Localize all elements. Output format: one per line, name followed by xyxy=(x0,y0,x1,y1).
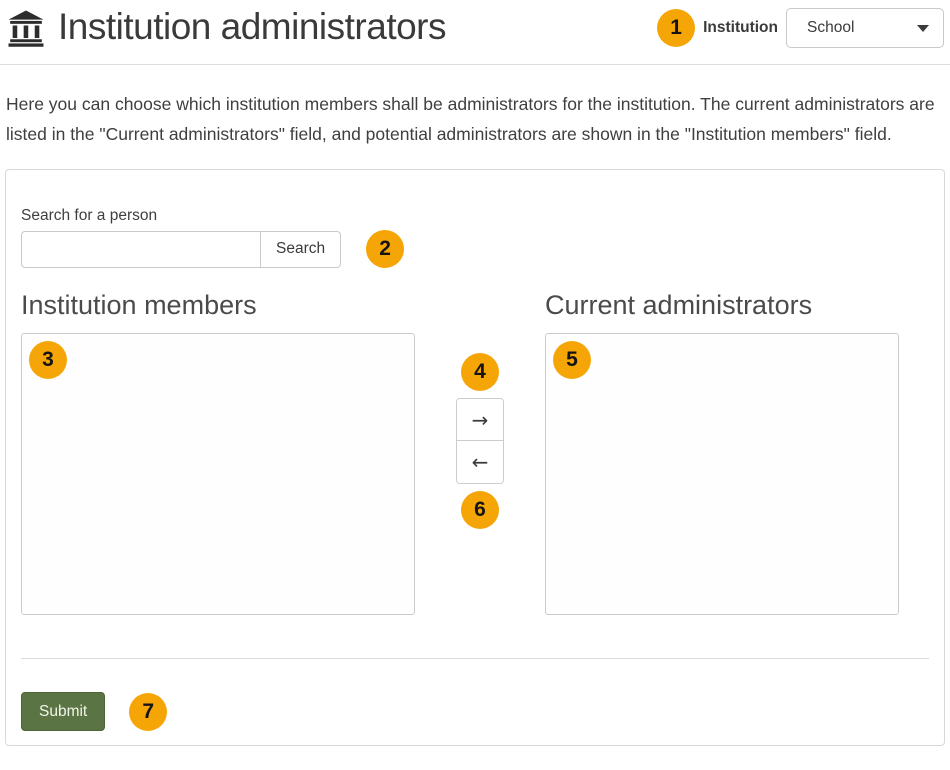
move-left-button[interactable] xyxy=(457,441,503,483)
current-administrators-listbox[interactable] xyxy=(545,333,899,615)
header-divider xyxy=(0,64,950,65)
callout-7: 7 xyxy=(129,693,167,731)
callout-6: 6 xyxy=(461,491,499,529)
intro-text: Here you can choose which institution members shall be administrators for the institution. The current administrators are listed in the "Current administrators" field, and potential administrators are shown in the "Institution members" field. xyxy=(6,94,935,144)
admins-column xyxy=(545,291,899,615)
admins-heading: Current administrators xyxy=(545,290,813,320)
search-input[interactable] xyxy=(21,231,260,268)
page-title: Institution administrators xyxy=(58,6,447,47)
submit-row xyxy=(21,692,929,731)
callout-3: 3 xyxy=(29,341,67,379)
move-right-button[interactable] xyxy=(457,399,503,441)
search-label: Search for a person xyxy=(21,207,158,224)
arrow-left-icon: ← xyxy=(471,450,489,474)
members-heading: Institution members xyxy=(21,290,257,320)
dual-list-columns xyxy=(21,291,929,615)
institution-select-value: School xyxy=(807,19,855,36)
administrators-form-panel xyxy=(5,169,945,746)
callout-1: 1 xyxy=(657,9,695,47)
form-divider xyxy=(21,658,929,659)
search-input-group xyxy=(21,231,341,268)
title-wrap xyxy=(6,4,446,50)
bank-icon xyxy=(6,8,46,48)
search-row xyxy=(21,230,929,268)
institution-members-listbox[interactable] xyxy=(21,333,415,615)
callout-4: 4 xyxy=(461,353,499,391)
submit-button[interactable]: Submit xyxy=(21,692,105,731)
caret-down-icon xyxy=(917,25,929,32)
institution-select[interactable] xyxy=(786,8,944,48)
move-button-group xyxy=(456,398,504,484)
callout-5: 5 xyxy=(553,341,591,379)
move-controls-column xyxy=(415,291,545,615)
members-column xyxy=(21,291,415,615)
search-button[interactable]: Search xyxy=(260,231,341,268)
institution-label: Institution xyxy=(703,19,778,36)
institution-selector xyxy=(657,8,944,48)
page-header xyxy=(0,0,950,50)
callout-2: 2 xyxy=(366,230,404,268)
arrow-right-icon: → xyxy=(471,407,489,432)
